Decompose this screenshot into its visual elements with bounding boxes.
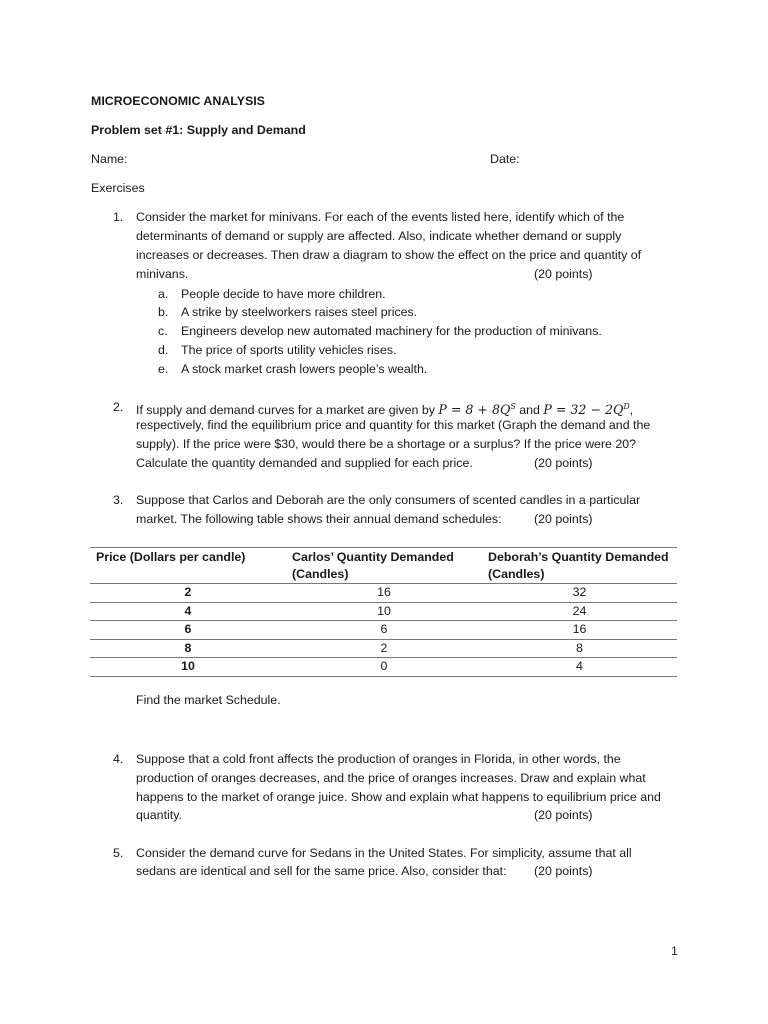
- table-row: [90, 584, 677, 603]
- question-text-line: supply). If the price were $30, would there be a shortage or a surplus? If the price were 20?: [136, 437, 637, 451]
- points-label: (20 points): [534, 267, 593, 281]
- table-row: [90, 602, 677, 621]
- list-item-text: A stock market crash lowers people’s wealth.: [181, 362, 428, 376]
- question-followup: Find the market Schedule.: [136, 693, 281, 707]
- question-text-line: Consider the market for minivans. For each of the events listed here, identify which of the: [136, 210, 625, 224]
- column-header-price: Price (Dollars per candle): [96, 550, 246, 564]
- demand-equation: $P = 32 - 2Q^D$: [543, 402, 630, 417]
- table-cell-carlos: 16: [377, 585, 391, 599]
- points-label: (20 points): [534, 864, 593, 878]
- question-text-line: Suppose that Carlos and Deborah are the only consumers of scented candles in a particular: [136, 493, 641, 507]
- column-header-deborah: Deborah’s Quantity Demanded (Candles): [488, 550, 669, 581]
- table-cell-carlos: 6: [380, 622, 388, 636]
- points-label: (20 points): [534, 512, 593, 526]
- question-text-line: Suppose that a cold front affects the production of oranges in Florida, in other words, the: [136, 752, 621, 766]
- question-text-line: happens to the market of orange juice. Show and explain what happens to equilibrium price and: [136, 790, 661, 804]
- question-text-line: determinants of demand or supply are affected. Also, indicate whether demand or supply: [136, 229, 622, 243]
- table-row: [90, 658, 677, 677]
- list-item-letter: b.: [158, 305, 169, 319]
- list-item-text: A strike by steelworkers raises steel prices.: [181, 305, 418, 319]
- table-cell-price: 10: [181, 659, 195, 673]
- question-text-line: Calculate the quantity demanded and supplied for each price.: [136, 456, 473, 470]
- question-number: 2.: [113, 400, 124, 414]
- course-title: MICROECONOMIC ANALYSIS: [91, 94, 265, 108]
- question-text-line: sedans are identical and sell for the same price. Also, consider that:: [136, 864, 507, 878]
- table-header-row: [90, 548, 677, 584]
- problem-set-title: Problem set #1: Supply and Demand: [91, 123, 306, 137]
- column-header-carlos: Carlos’ Quantity Demanded (Candles): [292, 550, 454, 581]
- table-cell-deborah: 24: [572, 603, 587, 618]
- question-text-line: respectively, find the equilibrium price and quantity for this market (Graph the demand and the: [136, 418, 651, 432]
- question-text-line: production of oranges decreases, and the price of oranges increases. Draw and explain what: [136, 771, 646, 785]
- name-label: Name:: [91, 152, 128, 166]
- page-number: 1: [671, 944, 678, 958]
- supply-equation: $P = 8 + 8Q^S$: [438, 402, 516, 417]
- list-item-text: The price of sports utility vehicles rises.: [181, 343, 397, 357]
- table-cell-carlos: 2: [380, 640, 388, 655]
- question-text-line: market. The following table shows their annual demand schedules:: [136, 512, 502, 526]
- table-cell-deborah: 16: [572, 622, 587, 636]
- question-text-line: quantity.: [136, 808, 182, 822]
- table-row: [90, 639, 677, 658]
- points-label: (20 points): [534, 456, 593, 470]
- table-cell-carlos: 10: [377, 603, 391, 618]
- question-text-line: Consider the demand curve for Sedans in the United States. For simplicity, assume that all: [136, 846, 632, 860]
- question-number: 5.: [113, 846, 124, 860]
- list-item-text: Engineers develop new automated machinery for the production of minivans.: [181, 324, 602, 338]
- list-item-letter: a.: [158, 287, 169, 301]
- list-item-letter: d.: [158, 343, 169, 357]
- points-label: (20 points): [534, 808, 593, 822]
- question-number: 4.: [113, 752, 124, 766]
- question-text-line: minivans.: [136, 267, 189, 281]
- table-row: [90, 621, 677, 640]
- date-label: Date:: [490, 152, 520, 166]
- table-cell-price: 4: [184, 603, 192, 618]
- list-item-letter: e.: [158, 362, 169, 376]
- section-heading: Exercises: [91, 181, 145, 195]
- question-text-line: increases or decreases. Then draw a diagram to show the effect on the price and quantity of: [136, 248, 642, 262]
- question-number: 3.: [113, 493, 124, 507]
- table-cell-deborah: 32: [572, 585, 587, 599]
- list-item-letter: c.: [158, 324, 168, 338]
- question-text-line: If supply and demand curves for a market are given by $P = 8 + 8Q^S$ and $P = 32 - 2Q^D$,: [136, 402, 634, 417]
- table-cell-price: 8: [184, 640, 192, 655]
- table-cell-price: 2: [184, 585, 192, 599]
- question-number: 1.: [113, 210, 124, 224]
- question-text: If supply and demand curves for a market are given by: [136, 403, 439, 417]
- table-cell-deborah: 8: [576, 640, 583, 655]
- demand-schedule-table: [90, 547, 677, 677]
- table-cell-price: 6: [184, 622, 192, 636]
- table-cell-carlos: 0: [380, 659, 388, 673]
- list-item-text: People decide to have more children.: [181, 287, 386, 301]
- table-cell-deborah: 4: [576, 659, 583, 673]
